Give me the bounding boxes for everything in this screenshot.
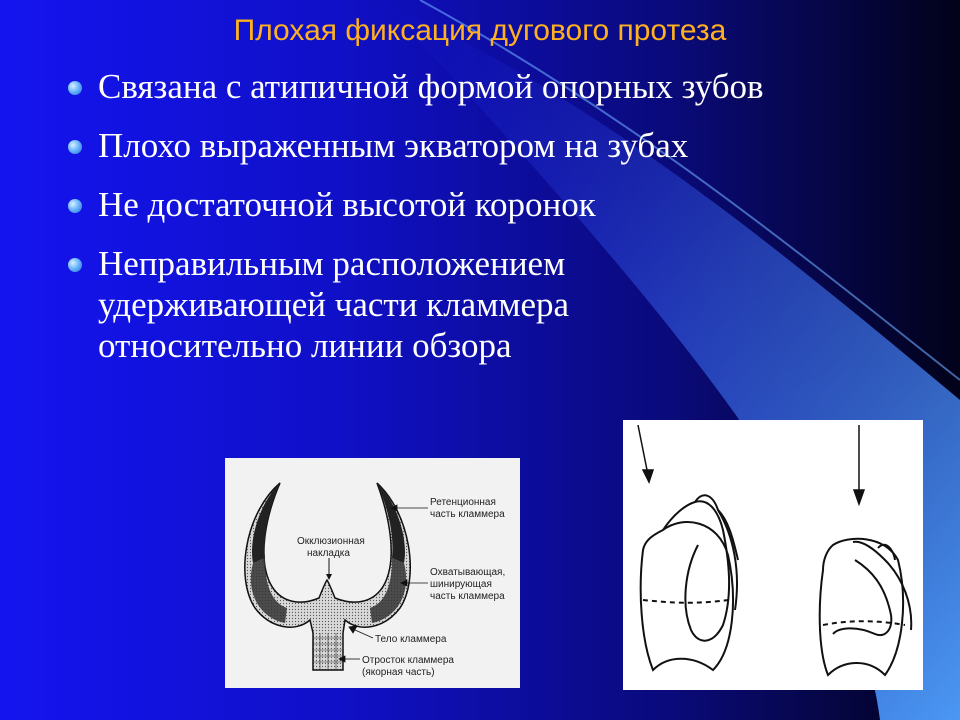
label-process-1: Отросток кламмера xyxy=(362,655,454,666)
bullet-item xyxy=(68,184,898,225)
label-retention-2: часть кламмера xyxy=(430,509,505,520)
label-process-2: (якорная часть) xyxy=(362,667,435,678)
bullet-item xyxy=(68,243,658,366)
label-encircling-2: шинирующая xyxy=(430,579,492,590)
teeth-clasp-illustration xyxy=(623,420,923,690)
bullet-list xyxy=(68,66,898,384)
bullet-dot-icon xyxy=(68,140,82,154)
label-retention-1: Ретенционная xyxy=(430,497,496,508)
label-encircling-1: Охватывающая, xyxy=(430,567,506,578)
clasp-diagram xyxy=(225,458,520,688)
label-encircling-3: часть кламмера xyxy=(430,591,505,602)
bullet-dot-icon xyxy=(68,258,82,272)
bullet-text: Не достаточной высотой коронок xyxy=(98,185,596,224)
bullet-item xyxy=(68,66,898,107)
bullet-text: Неправильным расположением удерживающей части кламмера относительно линии обзора xyxy=(98,244,570,365)
bullet-dot-icon xyxy=(68,81,82,95)
bullet-text: Плохо выраженным экватором на зубах xyxy=(98,126,689,165)
slide-title: Плохая фиксация дугового протеза xyxy=(233,14,727,47)
bullet-text: Связана с атипичной формой опорных зубов xyxy=(98,67,764,106)
label-occlusal-1: Окклюзионная xyxy=(297,536,365,547)
label-body: Тело кламмера xyxy=(375,634,447,645)
label-occlusal-2: накладка xyxy=(307,548,350,559)
bullet-dot-icon xyxy=(68,199,82,213)
bullet-item xyxy=(68,125,898,166)
